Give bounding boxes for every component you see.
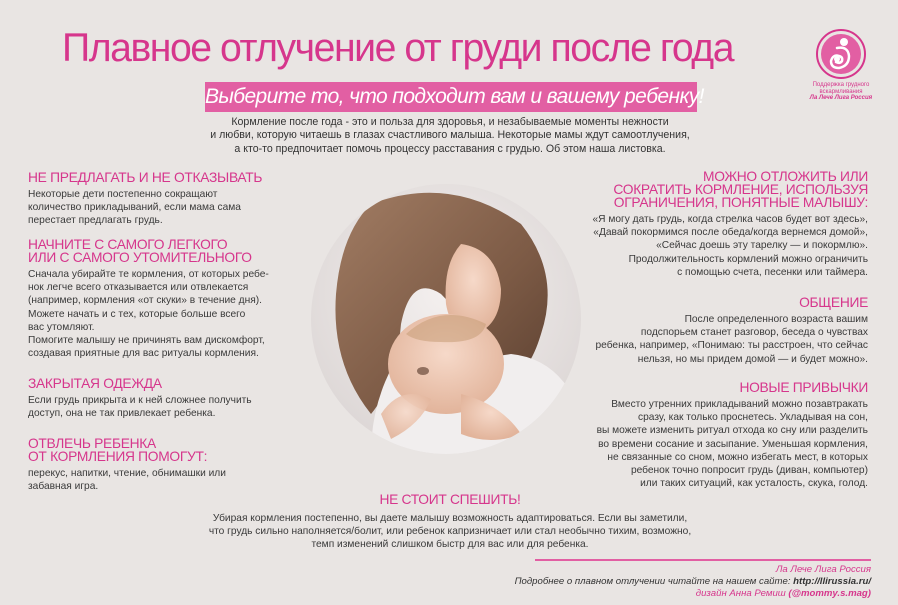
section-postpone-limits (548, 170, 868, 279)
section-heading: НЕ ПРЕДЛАГАТЬ И НЕ ОТКАЗЫВАТЬ (28, 170, 263, 185)
section-body: Сначала убирайте те кормления, от которых ребе- нок легче всего отказывается или отвлекается (например, кормления «от скуки» в течение дня). Можете начать и с тех, которые больше всего вас утомляют. Помогите малышу не причинять вам дискомфорт, создавая приятные для вас ритуалы кормления. (28, 269, 269, 360)
section-body: Некоторые дети постепенно сокращают количество прикладываний, если мама сама перестает предлагать грудь. (28, 189, 241, 227)
section-heading: ОТВЛЕЧЬ РЕБЕНКА ОТ КОРМЛЕНИЯ ПОМОГУТ: (28, 436, 208, 464)
section-body: «Я могу дать грудь, когда стрелка часов будет вот здесь», «Давай покормимся после обеда/когда вернемся домой», «Сейчас доешь эту тарелку — и покормлю». Продолжительность кормлений можно ограничить с помощью счета, песенки или таймера. (592, 214, 868, 278)
section-closed-clothes (28, 377, 298, 420)
footer-design-credit: дизайн Анна Ремиш (@mommy.s.mag) (695, 588, 871, 600)
mother-baby-logo-icon (815, 28, 867, 80)
footer-more-info: Подробнее о плавном отлучении читайте на нашем сайте: http://llirussia.ru/ (514, 576, 871, 588)
section-communication (548, 296, 868, 366)
section-heading: МОЖНО ОТЛОЖИТЬ ИЛИ СОКРАТИТЬ КОРМЛЕНИЕ, ИСПОЛЬЗУЯ ОГРАНИЧЕНИЯ, ПОНЯТНЫЕ МАЛЫШУ: (613, 169, 868, 210)
section-body: перекус, напитки, чтение, обнимашки или забавная игра. (28, 468, 226, 493)
section-no-offer-no-refuse (28, 171, 298, 228)
section-heading: НЕ СТОИТ СПЕШИТЬ! (379, 492, 521, 507)
section-body: Убирая кормления постепенно, вы даете малышу возможность адаптироваться. Если вы заметили, что грудь сильно наполняется/болит, или ребенок капризничает или стал необычно тихим, возможно, темп изменений слишком быстр для вас или для ребенка. (208, 513, 692, 551)
section-body: Вместо утренних прикладываний можно позавтракать сразу, как только проснетесь. Укладывая на сон, вы можете изменить ритуал отхода ко сну или разделить во времени сосание и засыпание. Уменьшая кормления, не связанные со сном, можно избегать мест, в которых ребенок точно попросит грудь (диван, компьютер) или таких ситуаций, как усталость, скука, голод. (596, 399, 868, 490)
section-no-rush (150, 493, 750, 552)
logo-caption: Поддержка грудного вскармливания Ла Лече Лига Россия (809, 82, 873, 101)
section-start-easy (28, 238, 318, 360)
designer-handle-link[interactable]: (@mommy.s.mag) (788, 588, 871, 600)
section-distract (28, 437, 298, 493)
section-body: После определенного возраста вашим подспорьем станет разговор, беседа о чувствах ребенка, например, «Понимаю: ты расстроен, что сейчас нельзя, но мы придем домой — и будет можно». (595, 314, 868, 365)
section-heading: ЗАКРЫТАЯ ОДЕЖДА (28, 376, 162, 391)
section-body: Если грудь прикрыта и к ней сложнее получить доступ, она не так привлекает ребенка. (28, 395, 252, 420)
intro-text: Кормление после года - это и польза для здоровья, и незабываемые моменты нежности и любви, которую читаешь в глазах счастливого малыша. Некоторые мамы ждут самоотлучения, а кто-то предпочитает помочь процессу расставания с грудью. Об этом наша листовка. (210, 116, 690, 155)
site-link[interactable]: http://llirussia.ru/ (793, 576, 871, 588)
section-heading: НОВЫЕ ПРИВЫЧКИ (739, 380, 868, 395)
subtitle-banner: Выберите то, что подходит вам и вашему ребенку! (205, 82, 697, 112)
section-new-habits (538, 381, 868, 490)
footer-divider (535, 559, 871, 561)
footer (515, 564, 871, 601)
org-logo (803, 28, 879, 110)
section-heading: ОБЩЕНИЕ (799, 295, 868, 310)
footer-org: Ла Лече Лига Россия (775, 564, 871, 575)
page-title: Плавное отлучение от груди после года (62, 26, 734, 70)
section-heading: НАЧНИТЕ С САМОГО ЛЕГКОГО ИЛИ С САМОГО УТОМИТЕЛЬНОГО (28, 237, 252, 265)
